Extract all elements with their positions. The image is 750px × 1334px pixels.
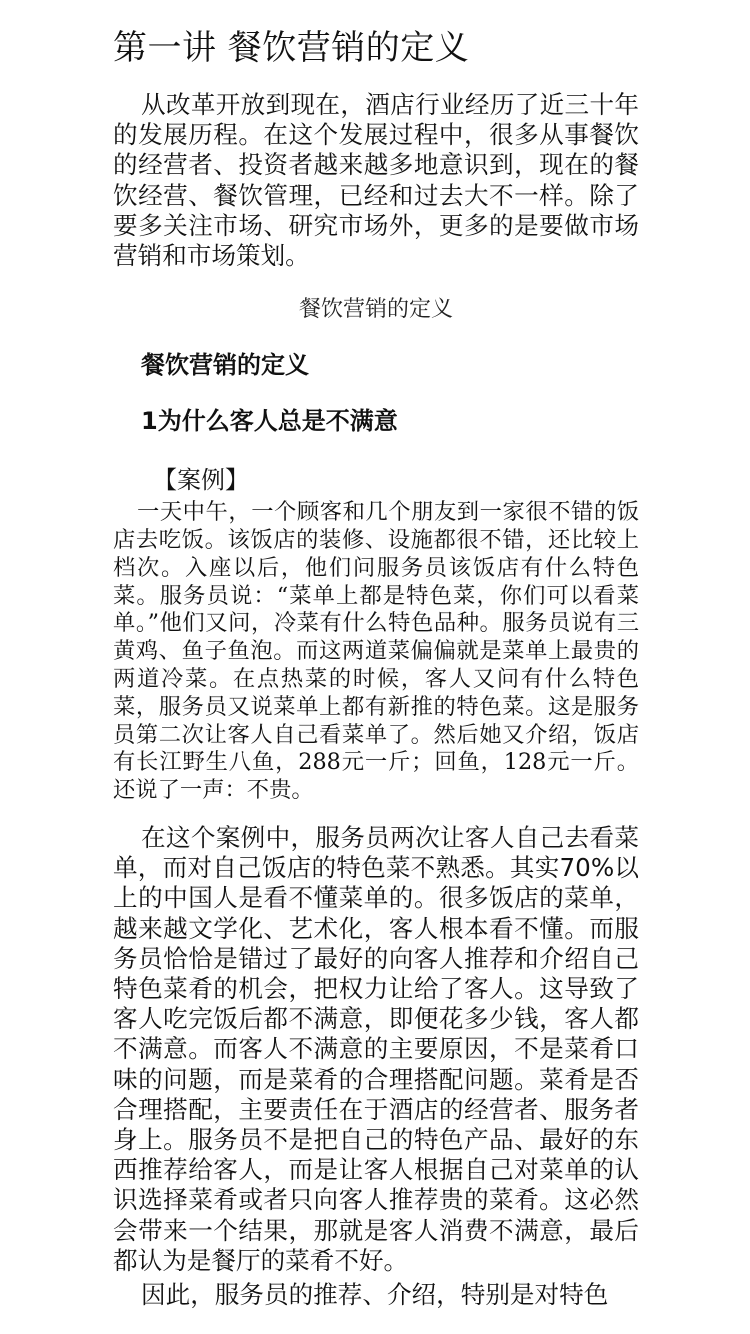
- conclusion-paragraph: 因此，服务员的推荐、介绍，特别是对特色: [141, 1280, 609, 1310]
- subsection-heading: 1为什么客人总是不满意: [141, 407, 398, 436]
- case-label: 【案例】: [153, 466, 249, 495]
- analysis-paragraph: 在这个案例中，服务员两次让客人自己去看菜单，而对自己饭店的特色菜不熟悉。其实70%以上的中国人是看不懂菜单的。很多饭店的菜单，越来越文学化、艺术化，客人根本看不懂。而服务员恰恰是错过了最好的向客人推荐和介绍自己特色菜肴的机会，把权力让给了客人。这导致了客人吃完饭后都不满意，即便花多少钱，客人都不满意。而客人不满意的主要原因，不是菜肴口味的问题，而是菜肴的合理搭配问题。菜肴是否合理搭配，主要责任在于酒店的经营者、服务者身上。服务员不是把自己的特色产品、最好的东西推荐给客人，而是让客人根据自己对菜单的认识选择菜肴或者只向客人推荐贵的菜肴。这必然会带来一个结果，那就是客人消费不满意，最后都认为是餐厅的菜肴不好。: [113, 822, 639, 1275]
- section-heading: 餐饮营销的定义: [141, 351, 309, 380]
- case-paragraph: 一天中午，一个顾客和几个朋友到一家很不错的饭店去吃饭。该饭店的装修、设施都很不错，还比较上档次。入座以后，他们问服务员该饭店有什么特色菜。服务员说：“菜单上都是特色菜，你们可以看菜单。”他们又问，冷菜有什么特色品种。服务员说有三黄鸡、鱼子鱼泡。而这两道菜偏偏就是菜单上最贵的两道冷菜。在点热菜的时候，客人又问有什么特色菜，服务员又说菜单上都有新推的特色菜。这是服务员第二次让客人自己看菜单了。然后她又介绍，饭店有长江野生八鱼，288元一斤；回鱼，128元一斤。还说了一声：不贵。: [113, 499, 639, 804]
- document-page: [113, 24, 639, 1310]
- intro-paragraph: 从改革开放到现在，酒店行业经历了近三十年的发展历程。在这个发展过程中，很多从事餐饮的经营者、投资者越来越多地意识到，现在的餐饮经营、餐饮管理，已经和过去大不一样。除了要多关注市场、研究市场外，更多的是要做市场营销和市场策划。: [113, 90, 639, 271]
- page-title: 第一讲 餐饮营销的定义: [113, 28, 470, 68]
- image-caption: 餐饮营销的定义: [298, 297, 453, 323]
